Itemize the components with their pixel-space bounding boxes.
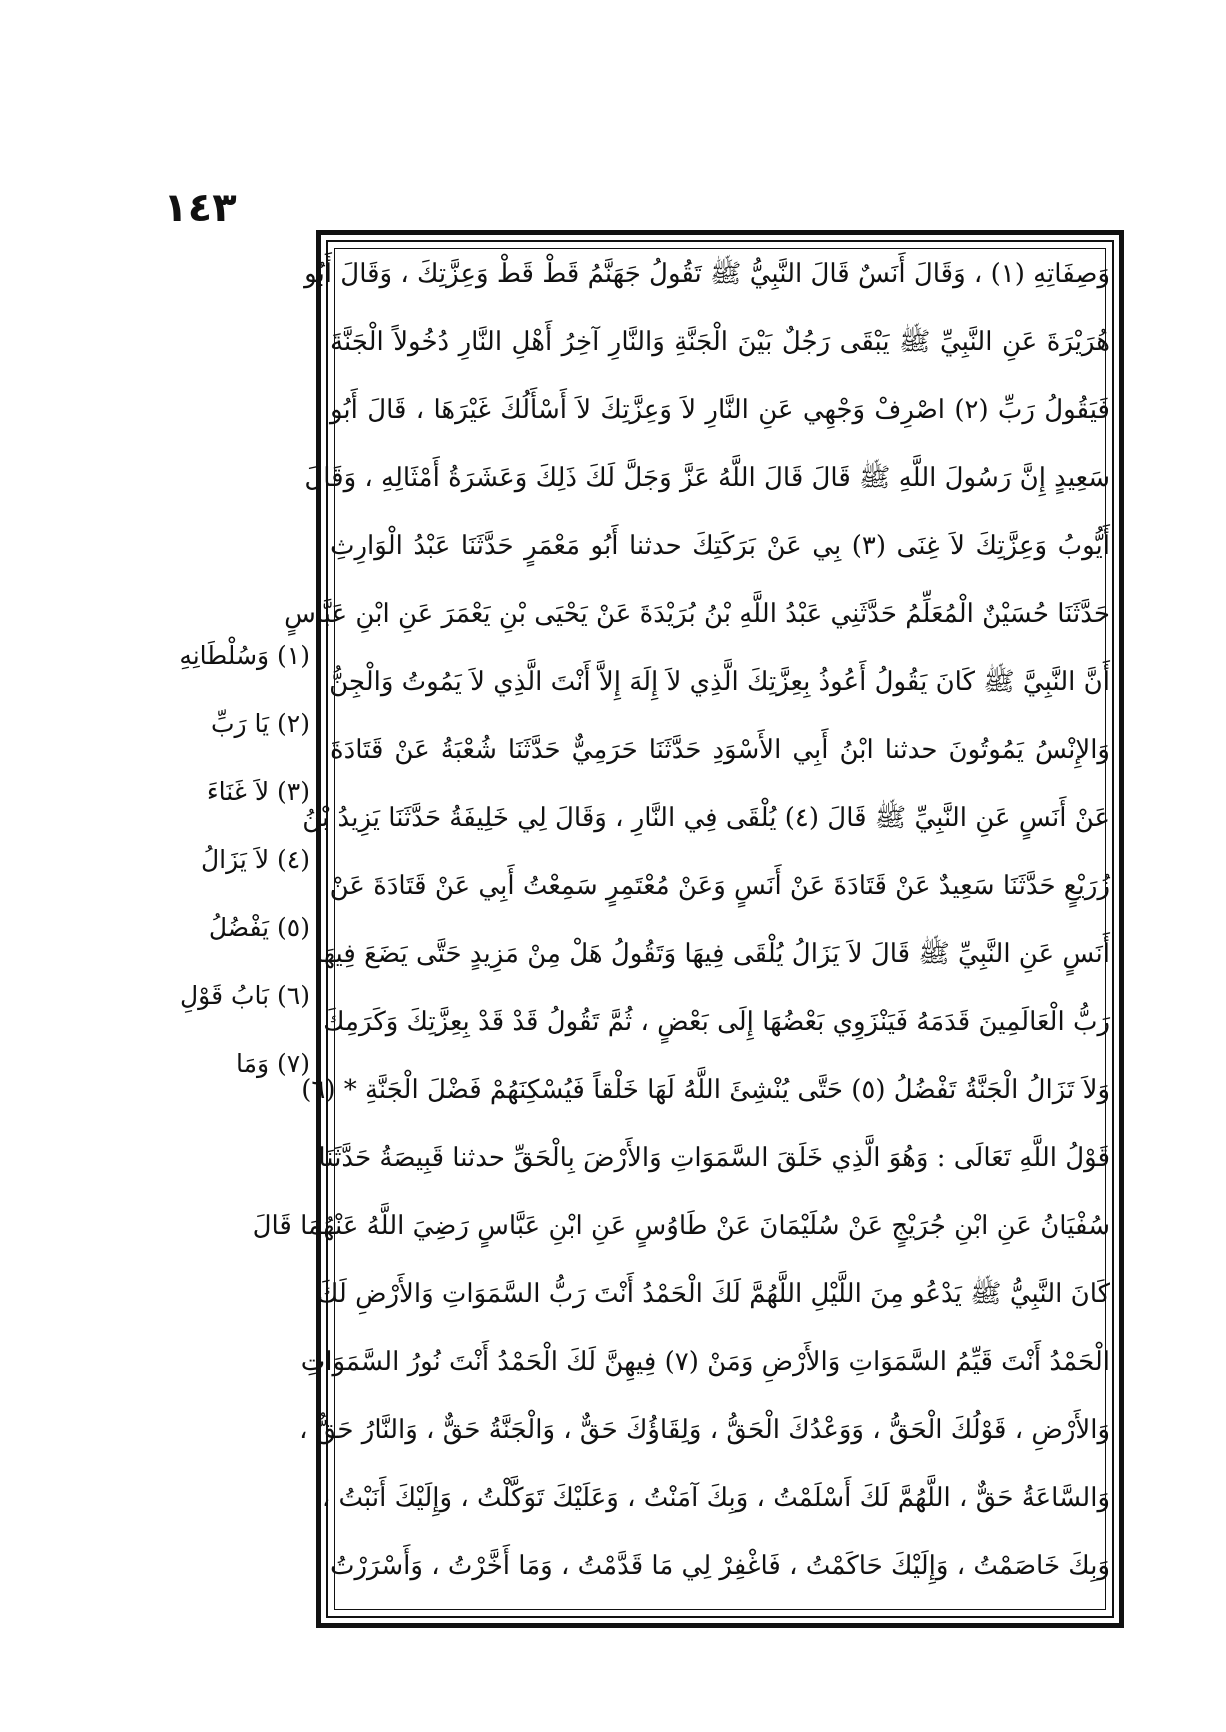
text-line: سَعِيدٍ إِنَّ رَسُولَ اللَّهِ ﷺ قَالَ قَالَ اللَّهُ عَزَّ وَجَلَّ لَكَ ذَلِكَ وَعَشَرَةُ أَمْثَالِهِ ، وَقَالَ xyxy=(304,463,1110,493)
text-line: وَالسَّاعَةُ حَقٌّ ، اللَّهُمَّ لَكَ أَسْلَمْتُ ، وَبِكَ آمَنْتُ ، وَعَلَيْكَ تَوَكَّلْتُ ، وَإِلَيْكَ أَنَبْتُ ، xyxy=(321,1483,1110,1513)
text-line: وَبِكَ خَاصَمْتُ ، وَإِلَيْكَ حَاكَمْتُ ، فَاغْفِرْ لِي مَا قَدَّمْتُ ، وَمَا أَخَّرْتُ ، وَأَسْرَرْتُ xyxy=(330,1551,1110,1581)
margin-note: (٢) يَا رَبِّ xyxy=(210,709,310,738)
text-line: وَالإِنْسُ يَمُوتُونَ حدثنا ابْنُ أَبِي الأَسْوَدِ حَدَّثَنَا حَرَمِيٌّ حَدَّثَنَا شُعْبَةُ عَنْ قَتَادَةَ xyxy=(330,735,1110,765)
text-line: هُرَيْرَةَ عَنِ النَّبِيِّ ﷺ يَبْقَى رَجُلٌ بَيْنَ الْجَنَّةِ وَالنَّارِ آخِرُ أَهْلِ النَّارِ دُخُولاً الْجَنَّةَ xyxy=(330,327,1110,357)
text-line: الْحَمْدُ أَنْتَ قَيِّمُ السَّمَوَاتِ وَالأَرْضِ وَمَنْ (٧) فِيهِنَّ لَكَ الْحَمْدُ أَنْتَ نُورُ السَّمَوَاتِ xyxy=(300,1347,1110,1377)
text-line: أَيُّوبُ وَعِزَّتِكَ لاَ غِنَى (٣) بِي عَنْ بَرَكَتِكَ حدثنا أَبُو مَعْمَرٍ حَدَّثَنَا عَبْدُ الْوَارِثِ xyxy=(330,531,1111,561)
text-line: وَصِفَاتِهِ (١) ، وَقَالَ أَنَسٌ قَالَ النَّبِيُّ ﷺ تَقُولُ جَهَنَّمُ قَطْ قَطْ وَعِزَّتِكَ ، وَقَالَ أَبُو xyxy=(304,259,1110,289)
margin-note: (٥) يَفْضُلُ xyxy=(208,913,310,942)
text-line: قَوْلُ اللَّهِ تَعَالَى : وَهُوَ الَّذِي خَلَقَ السَّمَوَاتِ وَالأَرْضَ بِالْحَقِّ حدثنا قَبِيصَةُ حَدَّثَنَا xyxy=(318,1143,1110,1173)
text-line: أَنَّ النَّبِيَّ ﷺ كَانَ يَقُولُ أَعُوذُ بِعِزَّتِكَ الَّذِي لاَ إِلَهَ إِلاَّ أَنْتَ الَّذِي لاَ يَمُوتُ وَالْجِنُّ xyxy=(329,667,1110,697)
margin-note: (٤) لاَ يَزَالُ xyxy=(201,845,310,874)
text-line: فَيَقُولُ رَبِّ (٢) اصْرِفْ وَجْهِي عَنِ النَّارِ لاَ وَعِزَّتِكَ لاَ أَسْأَلُكَ غَيْرَهَا ، قَالَ أَبُو xyxy=(330,395,1110,425)
margin-note: (٦) بَابُ قَوْلِ xyxy=(180,981,310,1010)
text-line: وَلاَ تَزَالُ الْجَنَّةُ تَفْضُلُ (٥) حَتَّى يُنْشِئَ اللَّهُ لَهَا خَلْقاً فَيُسْكِنَهُمْ فَضْلَ الْجَنَّةِ * (٦) xyxy=(301,1075,1110,1105)
margin-note: (٧) وَمَا xyxy=(236,1049,310,1078)
text-line: رَبُّ الْعَالَمِينَ قَدَمَهُ فَيَنْزَوِي بَعْضُهَا إِلَى بَعْضٍ ، ثُمَّ تَقُولُ قَدْ قَدْ بِعِزَّتِكَ وَكَرَمِكَ xyxy=(323,1007,1110,1037)
text-line: وَالأَرْضِ ، قَوْلُكَ الْحَقُّ ، وَوَعْدُكَ الْحَقُّ ، وَلِقَاؤُكَ حَقٌّ ، وَالْجَنَّةُ حَقٌّ ، وَالنَّارُ حَقٌّ ، xyxy=(299,1415,1110,1445)
text-line: حَدَّثَنَا حُسَيْنٌ الْمُعَلِّمُ حَدَّثَنِي عَبْدُ اللَّهِ بْنُ بُرَيْدَةَ عَنْ يَحْيَى بْنِ يَعْمَرَ عَنِ ابْنِ عَبَّاسٍ xyxy=(284,599,1110,629)
margin-note: (٣) لاَ غَنَاءَ xyxy=(206,777,310,806)
margin-note: (١) وَسُلْطَانِهِ xyxy=(179,641,310,670)
text-line: عَنْ أَنَسٍ عَنِ النَّبِيِّ ﷺ قَالَ (٤) يُلْقَى فِي النَّارِ ، وَقَالَ لِي خَلِيفَةُ حَدَّثَنَا يَزِيدُ بْنُ xyxy=(302,803,1110,833)
text-line: كَانَ النَّبِيُّ ﷺ يَدْعُو مِنَ اللَّيْلِ اللَّهُمَّ لَكَ الْحَمْدُ أَنْتَ رَبُّ السَّمَوَاتِ وَالأَرْضِ لَكَ xyxy=(316,1279,1110,1309)
text-line: أَنَسٍ عَنِ النَّبِيِّ ﷺ قَالَ لاَ يَزَالُ يُلْقَى فِيهَا وَتَقُولُ هَلْ مِنْ مَزِيدٍ حَتَّى يَضَعَ فِيهَا xyxy=(315,939,1110,969)
text-line: زُرَيْعٍ حَدَّثَنَا سَعِيدٌ عَنْ قَتَادَةَ عَنْ أَنَسٍ وَعَنْ مُعْتَمِرٍ سَمِعْتُ أَبِي عَنْ قَتَادَةَ عَنْ xyxy=(329,871,1110,901)
page-number: ١٤٣ xyxy=(163,185,237,231)
text-line: سُفْيَانُ عَنِ ابْنِ جُرَيْجٍ عَنْ سُلَيْمَانَ عَنْ طَاوُسٍ عَنِ ابْنِ عَبَّاسٍ رَضِيَ اللَّهُ عَنْهُمَا قَالَ xyxy=(252,1211,1110,1241)
